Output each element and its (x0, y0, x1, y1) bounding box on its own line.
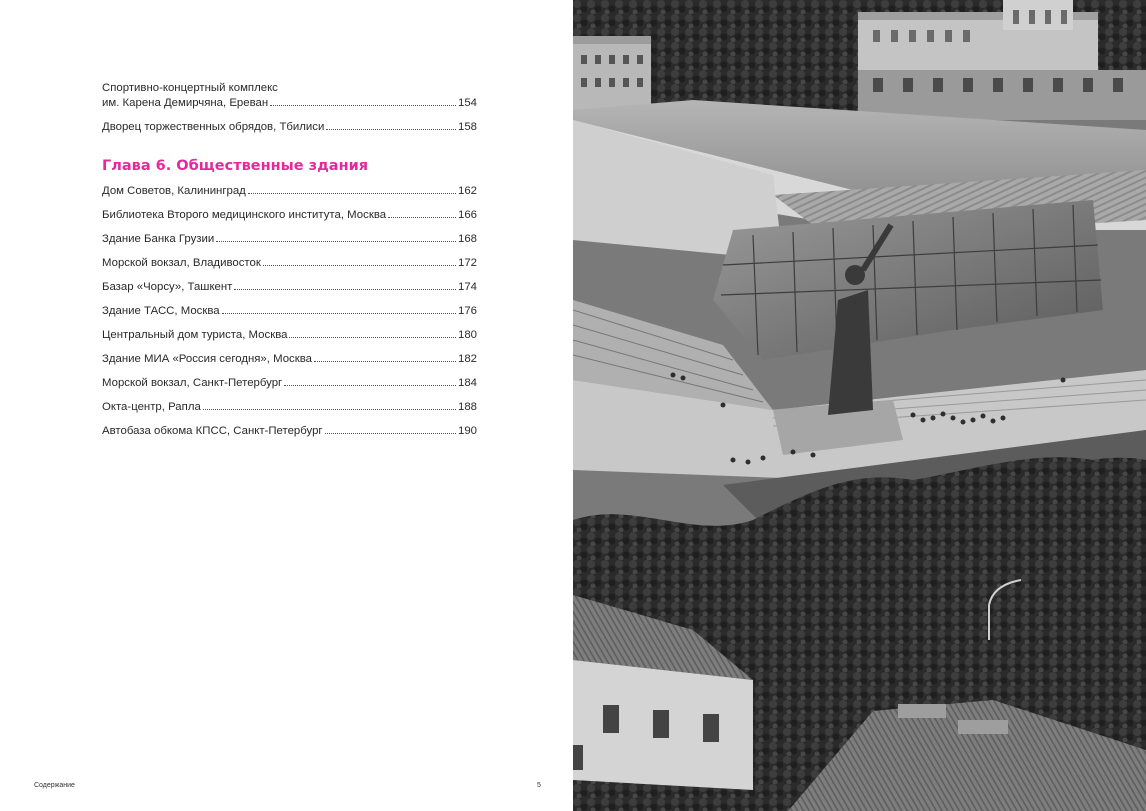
toc-entry-title-line1: Спортивно-концертный комплекс (102, 82, 278, 94)
aerial-photo-illustration (573, 0, 1146, 811)
toc-entry-title: Автобаза обкома КПСС, Санкт-Петербург (102, 425, 323, 437)
toc-entry-title-line2: им. Карена Демирчяна, Ереван (102, 97, 269, 109)
dot-leader (325, 432, 456, 434)
toc-entry-title: Дворец торжественных обрядов, Тбилиси (102, 121, 325, 133)
toc-entry[interactable] (102, 256, 477, 271)
toc-entry[interactable] (102, 120, 477, 135)
toc-entry-page: 188 (457, 401, 477, 413)
dot-leader (222, 312, 456, 314)
chapter-entries-list (102, 184, 477, 439)
footer-page-number: 5 (537, 782, 541, 789)
toc-entry-title: Здание МИА «Россия сегодня», Москва (102, 353, 312, 365)
toc-entry-page: 168 (457, 233, 477, 245)
toc-entry-title: Морской вокзал, Санкт-Петербург (102, 377, 283, 389)
table-of-contents (102, 81, 477, 448)
toc-entry-title: Окта-центр, Рапла (102, 401, 201, 413)
toc-entry[interactable] (102, 328, 477, 343)
toc-entry[interactable] (102, 280, 477, 295)
toc-entry-title: Центральный дом туриста, Москва (102, 329, 288, 341)
toc-entry-title: Морской вокзал, Владивосток (102, 257, 261, 269)
toc-entry[interactable] (102, 232, 477, 247)
toc-entry-title: Библиотека Второго медицинского института, Москва (102, 209, 387, 221)
dot-leader (284, 384, 456, 386)
toc-entry-page: 174 (457, 281, 477, 293)
toc-entry-page: 172 (457, 257, 477, 269)
toc-entry-page: 162 (457, 185, 477, 197)
toc-entry[interactable] (102, 424, 477, 439)
toc-entry-page: 158 (457, 121, 477, 133)
toc-entry-page: 180 (457, 329, 477, 341)
dot-leader (203, 408, 456, 410)
background-building-left (573, 36, 651, 110)
dot-leader (289, 336, 456, 338)
toc-entry[interactable] (102, 376, 477, 391)
toc-entry[interactable] (102, 208, 477, 223)
toc-entry[interactable] (102, 400, 477, 415)
toc-entry[interactable] (102, 304, 477, 319)
footer-section-label: Содержание (34, 782, 75, 789)
toc-entry[interactable] (102, 184, 477, 199)
toc-entry-title: Дом Советов, Калининград (102, 185, 246, 197)
photo (573, 0, 1146, 811)
dot-leader (263, 264, 456, 266)
dot-leader (248, 192, 456, 194)
toc-entry[interactable] (102, 352, 477, 367)
toc-entry-page: 154 (457, 97, 477, 109)
dot-leader (314, 360, 456, 362)
toc-entry-title: Здание Банка Грузии (102, 233, 215, 245)
toc-entry-page: 176 (457, 305, 477, 317)
toc-entry-page: 184 (457, 377, 477, 389)
chapter-heading[interactable]: Глава 6. Общественные здания (102, 158, 369, 174)
dot-leader (388, 216, 456, 218)
toc-entry-title: Здание ТАСС, Москва (102, 305, 220, 317)
toc-entry-title: Базар «Чорсу», Ташкент (102, 281, 233, 293)
dot-leader (326, 128, 456, 130)
toc-entry-page: 190 (457, 425, 477, 437)
dot-leader (270, 104, 456, 106)
toc-entry-page: 182 (457, 353, 477, 365)
toc-entry-page: 166 (457, 209, 477, 221)
dot-leader (234, 288, 456, 290)
dot-leader (216, 240, 456, 242)
toc-entry[interactable] (102, 81, 477, 111)
